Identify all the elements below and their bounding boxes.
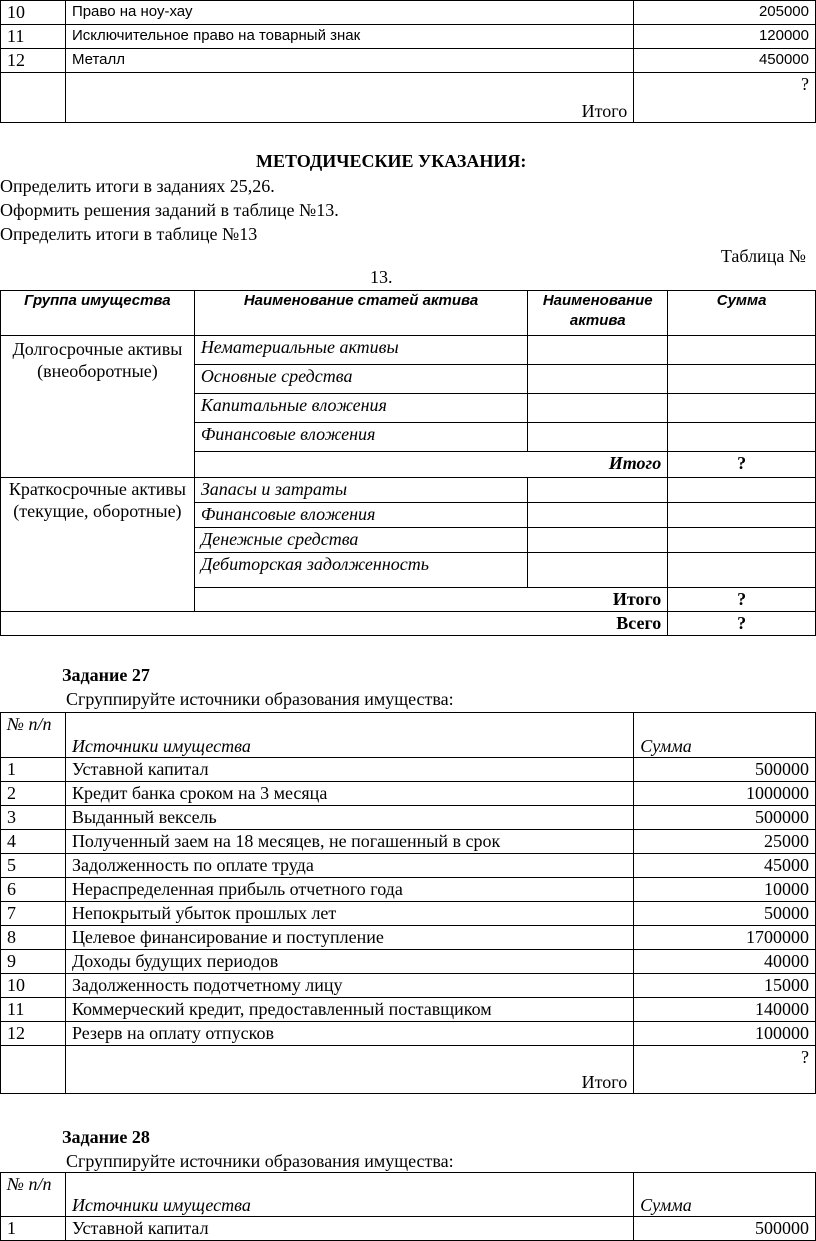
total-label: Итого	[65, 73, 633, 123]
row-sum: 500000	[634, 758, 816, 782]
asset-item: Капитальные вложения	[194, 394, 527, 423]
header-items: Наименование статей актива	[194, 291, 527, 336]
header-number: № п/п	[1, 713, 66, 758]
row-sum: 10000	[634, 878, 816, 902]
header-source: Источники имущества	[65, 1173, 633, 1217]
instruction-line: Определить итоги в таблице №13	[0, 224, 258, 244]
row-name: Резерв на оплату отпусков	[65, 1022, 633, 1046]
row-number: 1	[1, 1217, 66, 1241]
row-name: Задолженность подотчетному лицу	[65, 974, 633, 998]
row-sum: 140000	[634, 998, 816, 1022]
total-value: ?	[634, 1046, 816, 1094]
top-table	[0, 0, 816, 123]
row-number: 1	[1, 758, 66, 782]
row-number: 2	[1, 782, 66, 806]
row-sum: 45000	[634, 854, 816, 878]
task-27-title: Задание 27	[62, 665, 150, 685]
task-28-rows	[1, 1217, 816, 1241]
row-name: Уставной капитал	[65, 1217, 633, 1241]
row-name: Коммерческий кредит, предоставленный поставщиком	[65, 998, 633, 1022]
header-number: № п/п	[1, 1173, 66, 1217]
row-sum: 500000	[634, 806, 816, 830]
total-row	[1, 73, 816, 123]
header-sum: Сумма	[634, 1173, 816, 1217]
row-number: 9	[1, 950, 66, 974]
table-row	[1, 1217, 816, 1241]
table-header	[1, 291, 816, 336]
table-caption: 13.	[370, 267, 393, 287]
table-13	[0, 290, 816, 636]
subtotal-label: Итого	[194, 452, 667, 478]
row-sum: 120000	[634, 25, 816, 49]
grand-total-row	[1, 612, 816, 636]
row-name: Задолженность по оплате труда	[65, 854, 633, 878]
row-sum: 500000	[634, 1217, 816, 1241]
row-sum: 25000	[634, 830, 816, 854]
row-name: Выданный вексель	[65, 806, 633, 830]
row-number: 4	[1, 830, 66, 854]
instruction-line: Оформить решения заданий в таблице №13.	[0, 200, 339, 220]
row-number: 5	[1, 854, 66, 878]
task-27-subtitle: Сгруппируйте источники образования имущества:	[66, 689, 454, 709]
row-name: Нераспределенная прибыль отчетного года	[65, 878, 633, 902]
table-row	[1, 782, 816, 806]
table-row	[1, 25, 816, 49]
row-number: 12	[1, 49, 66, 73]
row-sum: 100000	[634, 1022, 816, 1046]
total-row	[1, 1046, 816, 1094]
table-row	[1, 478, 816, 503]
row-name: Доходы будущих периодов	[65, 950, 633, 974]
row-sum: 50000	[634, 902, 816, 926]
task-27-rows	[1, 758, 816, 1046]
grand-total-label: Всего	[1, 612, 668, 636]
header-asset: Наименование актива	[528, 291, 668, 336]
subtotal-label: Итого	[194, 588, 667, 612]
row-number: 12	[1, 1022, 66, 1046]
row-number: 10	[1, 1, 66, 25]
instruction-line: Определить итоги в заданиях 25,26.	[0, 176, 275, 196]
asset-item: Финансовые вложения	[194, 423, 527, 452]
asset-item: Запасы и затраты	[194, 478, 527, 503]
subtotal-value: ?	[668, 588, 816, 612]
row-sum: 1700000	[634, 926, 816, 950]
row-number: 3	[1, 806, 66, 830]
row-number: 11	[1, 998, 66, 1022]
table-header	[1, 1173, 816, 1217]
row-sum: 1000000	[634, 782, 816, 806]
group-short-term: Краткосрочные активы (текущие, оборотные)	[1, 478, 195, 612]
header-sum: Сумма	[634, 713, 816, 758]
table-row	[1, 926, 816, 950]
methodical-heading: МЕТОДИЧЕСКИЕ УКАЗАНИЯ:	[256, 151, 527, 171]
group-long-term: Долгосрочные активы (внеоборотные)	[1, 336, 195, 478]
table-row	[1, 998, 816, 1022]
asset-item: Финансовые вложения	[194, 503, 527, 528]
row-sum: 450000	[634, 49, 816, 73]
total-value: ?	[634, 73, 816, 123]
table-header	[1, 713, 816, 758]
row-name: Право на ноу-хау	[65, 1, 633, 25]
table-caption: Таблица №	[720, 246, 806, 266]
row-name: Непокрытый убыток прошлых лет	[65, 902, 633, 926]
total-label: Итого	[65, 1046, 633, 1094]
asset-item: Дебиторская задолженность	[194, 553, 527, 588]
row-sum: 15000	[634, 974, 816, 998]
row-name: Целевое финансирование и поступление	[65, 926, 633, 950]
table-row	[1, 1022, 816, 1046]
table-row	[1, 1, 816, 25]
table-row	[1, 878, 816, 902]
table-row	[1, 758, 816, 782]
grand-total-value: ?	[668, 612, 816, 636]
row-name: Исключительное право на товарный знак	[65, 25, 633, 49]
row-sum: 40000	[634, 950, 816, 974]
row-number: 8	[1, 926, 66, 950]
table-row	[1, 830, 816, 854]
table-row	[1, 336, 816, 365]
row-number: 7	[1, 902, 66, 926]
asset-item: Денежные средства	[194, 528, 527, 553]
subtotal-value: ?	[668, 452, 816, 478]
row-sum: 205000	[634, 1, 816, 25]
task-28-title: Задание 28	[62, 1127, 150, 1147]
task-28-subtitle: Сгруппируйте источники образования имущества:	[66, 1151, 454, 1171]
row-number: 6	[1, 878, 66, 902]
table-row	[1, 49, 816, 73]
table-row	[1, 806, 816, 830]
row-name: Уставной капитал	[65, 758, 633, 782]
table-row	[1, 974, 816, 998]
asset-item: Основные средства	[194, 365, 527, 394]
header-sum: Сумма	[668, 291, 816, 336]
row-number: 10	[1, 974, 66, 998]
header-group: Группа имущества	[1, 291, 195, 336]
table-row	[1, 950, 816, 974]
header-source: Источники имущества	[65, 713, 633, 758]
task-28-table	[0, 1172, 816, 1241]
task-27-table	[0, 712, 816, 1094]
table-row	[1, 902, 816, 926]
row-number: 11	[1, 25, 66, 49]
row-name: Полученный заем на 18 месяцев, не погашенный в срок	[65, 830, 633, 854]
asset-item: Нематериальные активы	[194, 336, 527, 365]
table-row	[1, 854, 816, 878]
row-name: Кредит банка сроком на 3 месяца	[65, 782, 633, 806]
row-name: Металл	[65, 49, 633, 73]
